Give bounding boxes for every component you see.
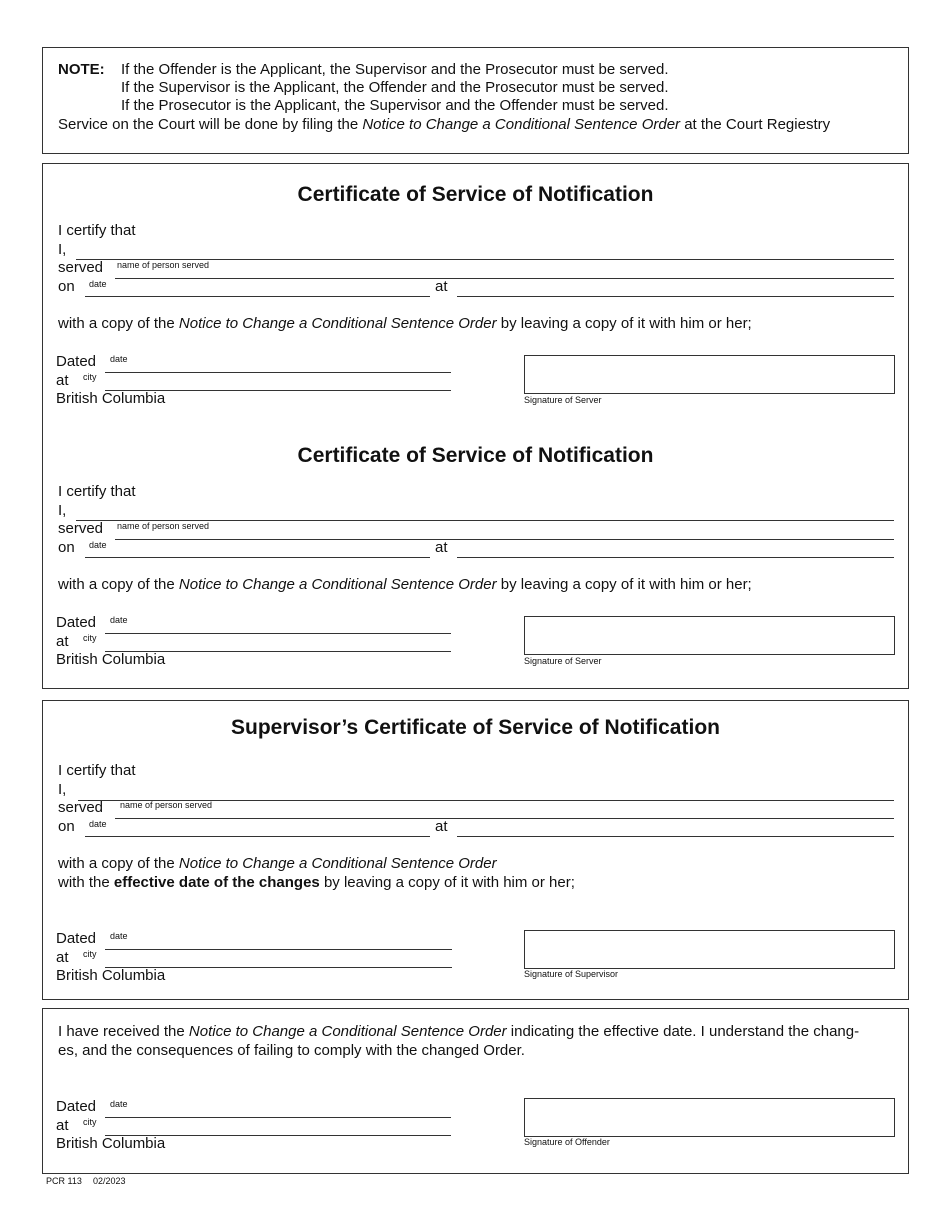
certificate-of-service-box — [42, 163, 909, 689]
service-date-field[interactable] — [85, 820, 430, 836]
certify-text: I certify that — [58, 483, 136, 500]
city-hint: city — [83, 1117, 97, 1127]
offender-statement-line-1: I have received the Notice to Change a Conditional Sentence Order indicating the effective date. I understand the chang- — [58, 1023, 860, 1040]
certificate-1-title: Certificate of Service of Notification — [297, 183, 654, 206]
at-label: at — [435, 539, 448, 556]
dated-field[interactable] — [105, 933, 452, 949]
person-served-line — [115, 278, 894, 279]
server-name-field[interactable] — [76, 504, 894, 520]
served-label: served — [58, 520, 104, 537]
note-box — [42, 47, 909, 154]
certificate-2-title: Certificate of Service of Notification — [297, 444, 654, 467]
at-label: at — [435, 818, 448, 835]
city-field[interactable] — [105, 951, 452, 967]
city-hint: city — [83, 633, 97, 643]
at-label: at — [56, 372, 69, 389]
offender-statement-line-2: es, and the consequences of failing to comply with the changed Order. — [58, 1042, 525, 1059]
form-revision: 02/2023 — [93, 1176, 126, 1186]
certify-text: I certify that — [58, 762, 136, 779]
i-label: I, — [58, 502, 67, 519]
at-label: at — [56, 949, 69, 966]
at-label: at — [56, 1117, 69, 1134]
service-date-line — [85, 296, 430, 297]
dated-label: Dated — [56, 353, 97, 370]
offender-acknowledgement-box — [42, 1008, 909, 1174]
offender-signature-box[interactable] — [524, 1098, 895, 1137]
on-label: on — [58, 539, 75, 556]
copy-statement: with a copy of the Notice to Change a Conditional Sentence Order — [58, 855, 497, 872]
service-place-line — [457, 836, 894, 837]
name-hint: name of person served — [117, 260, 210, 270]
city-field[interactable] — [105, 635, 451, 651]
server-signature-box[interactable] — [524, 355, 895, 394]
person-served-line — [115, 818, 894, 819]
dated-line — [105, 372, 451, 373]
date-hint: date — [89, 279, 107, 289]
person-served-field[interactable] — [115, 523, 894, 539]
dated-label: Dated — [56, 1098, 97, 1115]
city-hint: city — [83, 372, 97, 382]
province-text: British Columbia — [56, 390, 166, 407]
service-date-field[interactable] — [85, 541, 430, 557]
dated-label: Dated — [56, 614, 97, 631]
city-field[interactable] — [105, 374, 451, 390]
signature-caption: Signature of Supervisor — [524, 969, 619, 979]
dated-field[interactable] — [105, 356, 451, 372]
effective-date-statement: with the effective date of the changes by leaving a copy of it with him or her; — [58, 874, 575, 891]
on-label: on — [58, 278, 75, 295]
served-label: served — [58, 259, 104, 276]
service-date-field[interactable] — [85, 280, 430, 296]
copy-statement: with a copy of the Notice to Change a Conditional Sentence Order by leaving a copy of it with him or her; — [58, 576, 752, 593]
dated-line — [105, 633, 451, 634]
i-label: I, — [58, 241, 67, 258]
signature-caption: Signature of Server — [524, 656, 602, 666]
person-served-field[interactable] — [115, 262, 894, 278]
city-hint: city — [83, 949, 97, 959]
dated-label: Dated — [56, 930, 97, 947]
date-hint: date — [110, 354, 128, 364]
city-field[interactable] — [105, 1119, 451, 1135]
supervisor-certificate-box — [42, 700, 909, 1000]
note-label: NOTE: — [58, 61, 105, 78]
note-line-2: If the Supervisor is the Applicant, the Offender and the Prosecutor must be served. — [121, 79, 669, 96]
note-line-1: If the Offender is the Applicant, the Supervisor and the Prosecutor must be served. — [121, 61, 669, 78]
signature-caption: Signature of Server — [524, 395, 602, 405]
certify-text: I certify that — [58, 222, 136, 239]
server-name-field[interactable] — [76, 243, 894, 259]
supervisor-signature-box[interactable] — [524, 930, 895, 969]
service-date-line — [85, 557, 430, 558]
copy-statement: with a copy of the Notice to Change a Conditional Sentence Order by leaving a copy of it with him or her; — [58, 315, 752, 332]
province-text: British Columbia — [56, 967, 166, 984]
date-hint: date — [110, 615, 128, 625]
date-hint: date — [89, 819, 107, 829]
dated-field[interactable] — [105, 617, 451, 633]
form-code: PCR 113 — [46, 1176, 82, 1186]
i-label: I, — [58, 781, 67, 798]
service-date-line — [85, 836, 430, 837]
date-hint: date — [89, 540, 107, 550]
province-text: British Columbia — [56, 651, 166, 668]
person-served-field[interactable] — [115, 802, 894, 818]
name-hint: name of person served — [117, 521, 210, 531]
service-place-field[interactable] — [457, 280, 894, 296]
signature-caption: Signature of Offender — [524, 1137, 610, 1147]
note-court-line: Service on the Court will be done by filing the Notice to Change a Conditional Sentence Order at the Court Regiestry — [58, 116, 831, 133]
at-label: at — [435, 278, 448, 295]
server-signature-box[interactable] — [524, 616, 895, 655]
at-label: at — [56, 633, 69, 650]
served-label: served — [58, 799, 104, 816]
dated-field[interactable] — [105, 1101, 451, 1117]
service-place-field[interactable] — [457, 541, 894, 557]
date-hint: date — [110, 1099, 128, 1109]
note-line-3: If the Prosecutor is the Applicant, the Supervisor and the Offender must be served. — [121, 97, 669, 114]
dated-line — [105, 949, 452, 950]
service-place-line — [457, 557, 894, 558]
on-label: on — [58, 818, 75, 835]
province-text: British Columbia — [56, 1135, 166, 1152]
date-hint: date — [110, 931, 128, 941]
service-place-field[interactable] — [457, 820, 894, 836]
dated-line — [105, 1117, 451, 1118]
service-place-line — [457, 296, 894, 297]
name-hint: name of person served — [120, 800, 213, 810]
supervisor-certificate-title: Supervisor’s Certificate of Service of Notification — [231, 716, 720, 739]
person-served-line — [115, 539, 894, 540]
supervisor-name-field[interactable] — [78, 784, 894, 800]
